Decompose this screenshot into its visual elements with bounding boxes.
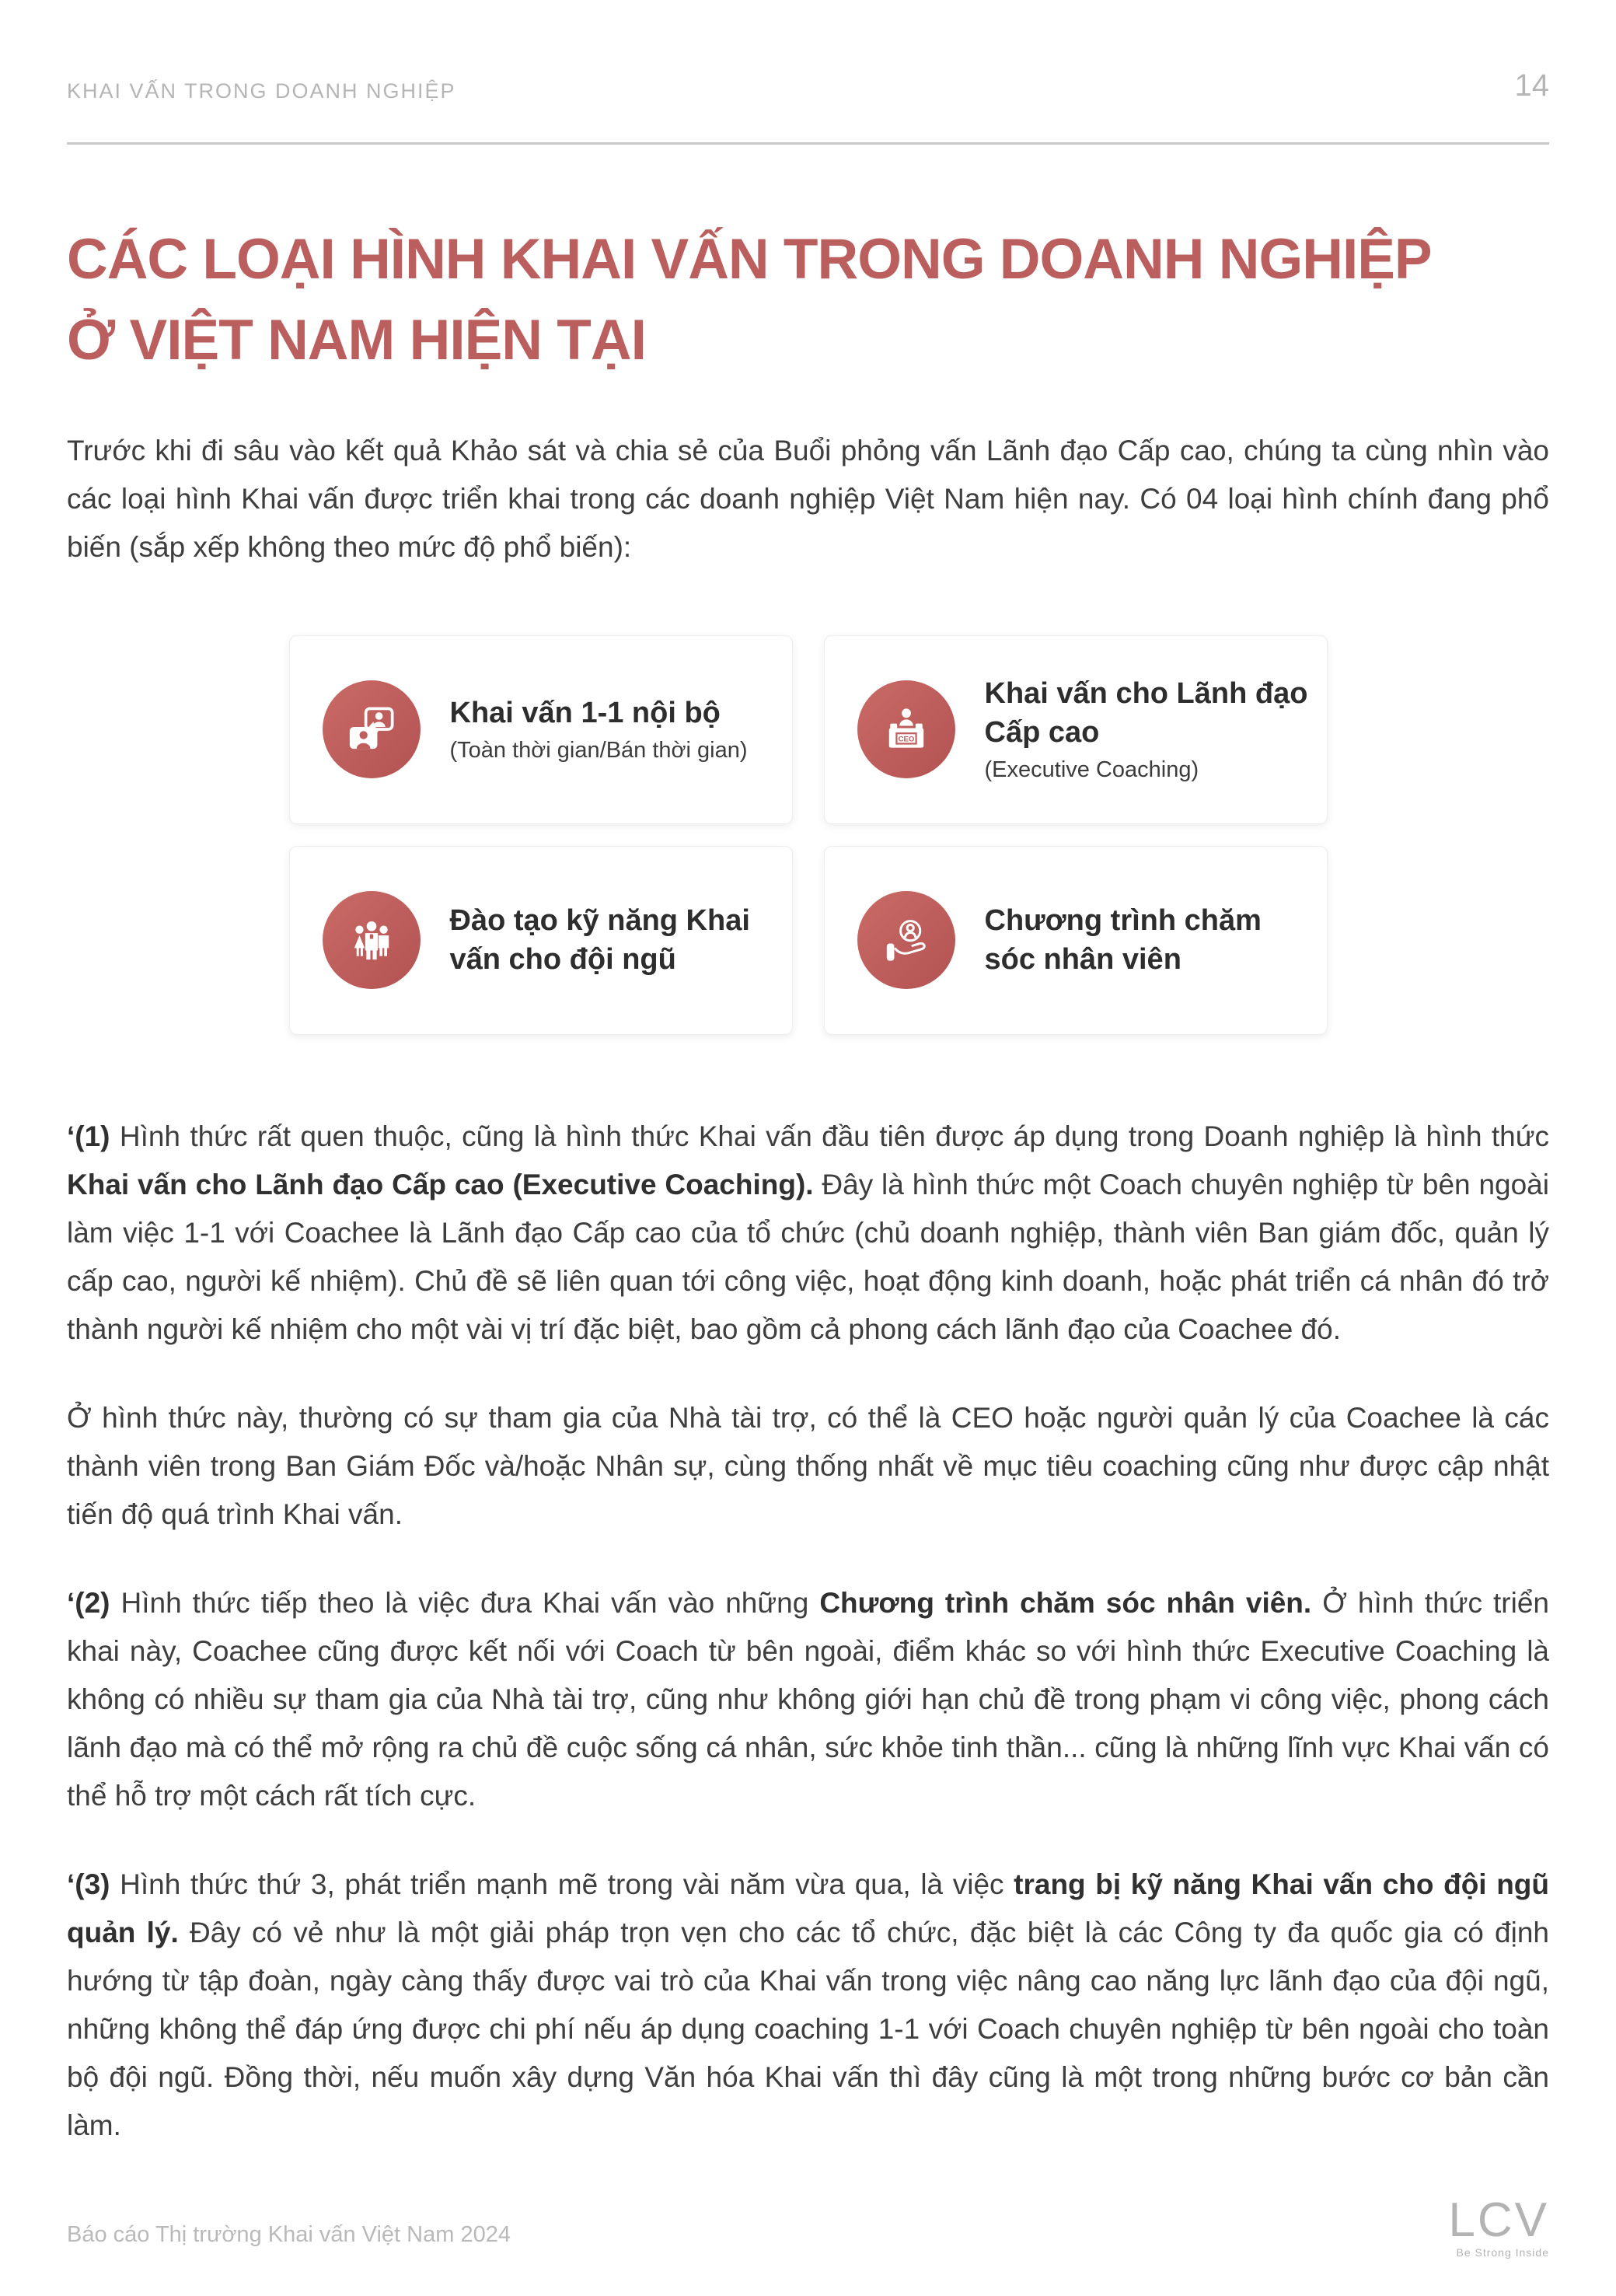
lcv-logo-text: LCV bbox=[1448, 2193, 1549, 2247]
lcv-logo-tagline: Be Strong Inside bbox=[1456, 2246, 1549, 2259]
card-title: Chương trình chăm sóc nhân viên bbox=[984, 904, 1262, 977]
card-text bbox=[985, 901, 1308, 979]
lcv-logo bbox=[1448, 2193, 1549, 2259]
card-title: Đào tạo kỹ năng Khai vấn cho đội ngũ bbox=[449, 904, 750, 977]
card-internal-coaching bbox=[289, 635, 793, 824]
paragraph-1: ‘(1) Hình thức rất quen thuộc, cũng là hình thức Khai vấn đầu tiên được áp dụng trong Doanh nghiệp là hình thức Khai vấn cho Lãnh đạo Cấp cao (Executive Coaching). Đây là hình thức một Coach chuyên nghiệp từ bên ngoài làm việc 1-1 với Coachee là Lãnh đạo Cấp cao của tổ chức (chủ doanh nghiệp, thành viên Ban giám đốc, quản lý cấp cao, người kế nhiệm). Chủ đề sẽ liên quan tới công việc, hoạt động kinh doanh, hoặc phát triển cá nhân đó trở thành người kế nhiệm cho một vài vị trí đặc biệt, bao gồm cả phong cách lãnh đạo của Coachee đó. bbox=[67, 1120, 1549, 1345]
card-text bbox=[450, 901, 773, 979]
header-divider bbox=[67, 142, 1549, 145]
care-hand-icon bbox=[857, 891, 955, 989]
team-icon bbox=[323, 891, 421, 989]
paragraph-2: Ở hình thức này, thường có sự tham gia của Nhà tài trợ, có thể là CEO hoặc người quản lý của Coachee là các thành viên trong Ban Giám Đốc và/hoặc Nhân sự, cùng thống nhất về mục tiêu coaching cũng như được cập nhật tiến độ quá trình Khai vấn. bbox=[67, 1401, 1549, 1530]
page-header bbox=[67, 0, 1549, 103]
card-employee-care bbox=[824, 846, 1328, 1035]
ceo-desk-icon bbox=[857, 680, 955, 778]
intro-paragraph: Trước khi đi sâu vào kết quả Khảo sát và chia sẻ của Buổi phỏng vấn Lãnh đạo Cấp cao, chúng ta cùng nhìn vào các loại hình Khai vấn được triển khai trong các doanh nghiệp Việt Nam hiện nay. Có 04 loại hình chính đang phổ biến (sắp xếp không theo mức độ phổ biến): bbox=[67, 434, 1549, 563]
paragraph-3: ‘(2) Hình thức tiếp theo là việc đưa Khai vấn vào những Chương trình chăm sóc nhân viên. Ở hình thức triển khai này, Coachee cũng được kết nối với Coach từ bên ngoài, điểm khác so với hình thức Executive Coaching là không có nhiều sự tham gia của Nhà tài trợ, cũng như không giới hạn chủ đề trong phạm vi công việc, phong cách lãnh đạo mà có thể mở rộng ra chủ đề cuộc sống cá nhân, sức khỏe tinh thần... cũng là những lĩnh vực Khai vấn có thể hỗ trợ một cách rất tích cực. bbox=[67, 1586, 1550, 1812]
card-text bbox=[985, 674, 1308, 785]
page-footer bbox=[67, 2193, 1549, 2259]
page-title bbox=[67, 219, 1549, 382]
card-subtitle: (Executive Coaching) bbox=[984, 757, 1199, 782]
card-title: Khai vấn cho Lãnh đạo Cấp cao bbox=[984, 676, 1308, 749]
footer-report-title: Báo cáo Thị trường Khai vấn Việt Nam 2024 bbox=[67, 2222, 511, 2247]
page-number: 14 bbox=[1514, 68, 1549, 103]
card-text bbox=[450, 694, 748, 766]
card-title: Khai vấn 1-1 nội bộ bbox=[449, 696, 721, 729]
paragraph-4: ‘(3) Hình thức thứ 3, phát triển mạnh mẽ trong vài năm vừa qua, là việc trang bị kỹ năng Khai vấn cho đội ngũ quản lý. Đây có vẻ như là một giải pháp trọn vẹn cho các tổ chức, đặc biệt là các Công ty đa quốc gia có định hướng từ tập đoàn, ngày càng thấy được vai trò của Khai vấn trong việc nâng cao năng lực lãnh đạo của đội ngũ, những không thể đáp ứng được chi phí nếu áp dụng coaching 1-1 với Coach chuyên nghiệp từ bên ngoài cho toàn bộ đội ngũ. Đồng thời, nếu muốn xây dựng Văn hóa Khai vấn thì đây cũng là một trong những bước cơ bản cần làm. bbox=[67, 1868, 1550, 2141]
video-chat-icon bbox=[323, 680, 421, 778]
coaching-type-cards bbox=[289, 635, 1328, 1035]
body-text bbox=[67, 1113, 1549, 2150]
running-header: KHAI VẤN TRONG DOANH NGHIỆP bbox=[67, 79, 456, 103]
svg-text:CEO: CEO bbox=[898, 735, 914, 744]
card-subtitle: (Toàn thời gian/Bán thời gian) bbox=[449, 737, 748, 763]
page-title-line-1: CÁC LOẠI HÌNH KHAI VẤN TRONG DOANH NGHIỆP bbox=[67, 228, 1432, 291]
page-title-line-2: Ở VIỆT NAM HIỆN TẠI bbox=[67, 309, 646, 372]
card-executive-coaching bbox=[824, 635, 1328, 824]
card-team-skill-training bbox=[289, 846, 793, 1035]
